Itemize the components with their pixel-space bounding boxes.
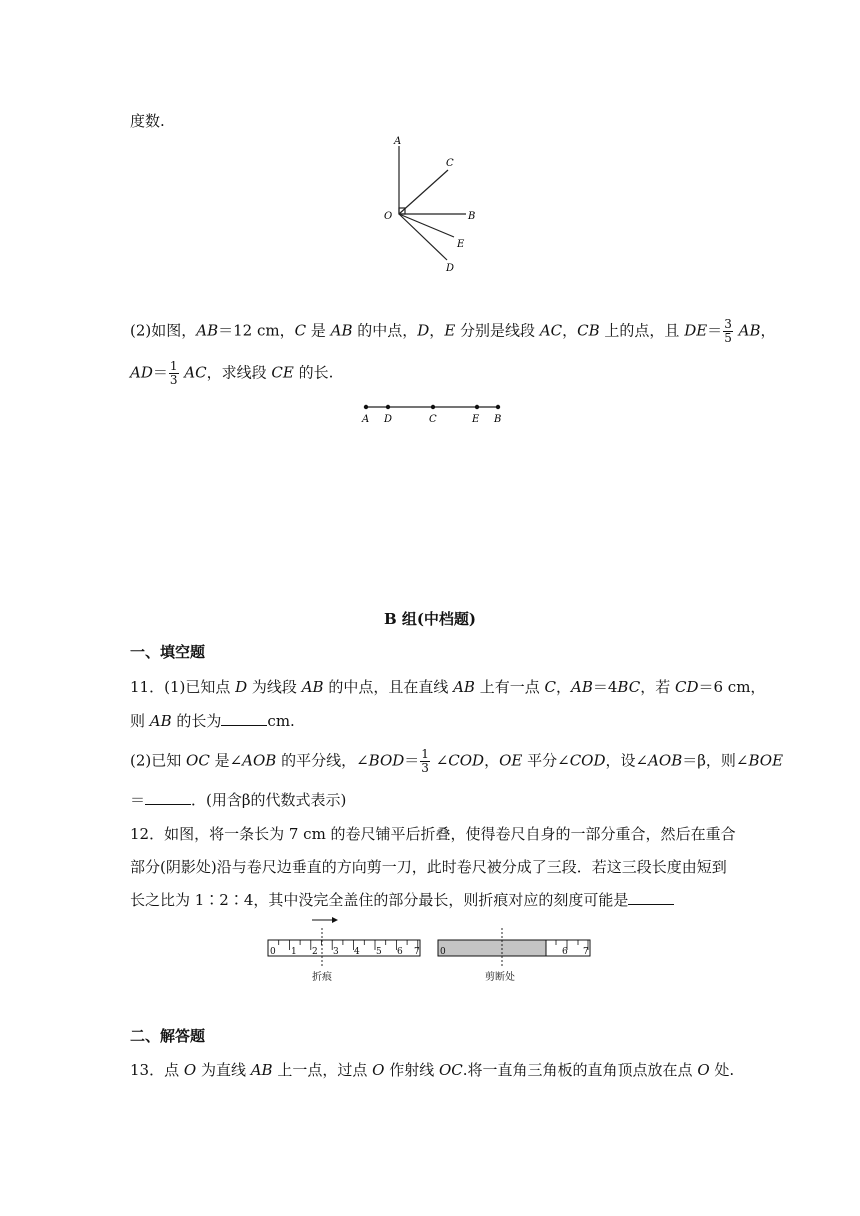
fill-in-section-title: 一、填空题 — [130, 643, 206, 661]
label-A: A — [362, 414, 370, 425]
label-E: E — [472, 414, 480, 425]
svg-text:1: 1 — [291, 947, 297, 957]
ruler-figure — [262, 910, 602, 985]
svg-text:5: 5 — [376, 947, 382, 957]
svg-text:3: 3 — [333, 947, 339, 957]
q11-part2-line1: (2)已知 OC 是∠AOB 的平分线，∠BOD＝ $\frac{1}{3}$ ∠COD，OE 平分∠COD，设∠AOB＝β，则∠BOE — [130, 747, 784, 775]
q12-line1: 12．如图，将一条长为 7 cm 的卷尺铺平后折叠，使得卷尺自身的一部分重合，然后在重合 — [130, 825, 736, 843]
q11-part1-line2: 则 AB 的长为 cm. — [130, 712, 295, 730]
label-D: D — [384, 414, 393, 425]
svg-text:0: 0 — [440, 947, 446, 957]
label-B: B — [468, 211, 476, 222]
label-A: A — [394, 136, 402, 147]
left-ruler — [268, 928, 420, 968]
svg-text:4: 4 — [354, 947, 360, 957]
answer-blank[interactable] — [221, 711, 267, 726]
answer-blank[interactable] — [145, 790, 191, 805]
svg-text:6: 6 — [397, 947, 403, 957]
continuation-text: 度数. — [130, 112, 165, 130]
section-b-title: B 组(中档题) — [383, 610, 477, 628]
q10-part2-line2: AD＝ $\frac{1}{3}$ AC，求线段 CE 的长. — [130, 359, 334, 387]
angle-figure — [370, 132, 490, 282]
svg-text:0: 0 — [270, 947, 276, 957]
q13-line1: 13．点 O 为直线 AB 上一点，过点 O 作射线 OC.将一直角三角板的直角顶点放在点 O 处. — [130, 1061, 735, 1079]
fraction-3-5: $\frac{3}{5}$ — [724, 317, 732, 345]
q12-line3: 长之比为 1∶2∶4，其中没完全盖住的部分最长，则折痕对应的刻度可能是 — [130, 889, 674, 910]
svg-text:7: 7 — [583, 947, 589, 957]
fraction-1-3: $\frac{1}{3}$ — [421, 747, 429, 775]
svg-text:2: 2 — [312, 947, 318, 957]
label-D: D — [446, 263, 455, 274]
q11-part1-line1: 11．(1)已知点 D 为线段 AB 的中点，且在直线 AB 上有一点 C，AB＝4BC，若 CD＝6 cm， — [130, 678, 766, 696]
q12-line2: 部分(阴影处)沿与卷尺边垂直的方向剪一刀，此时卷尺被分成了三段．若这三段长度由短到 — [130, 858, 727, 876]
right-ruler — [438, 928, 590, 968]
label-C: C — [446, 158, 454, 169]
svg-text:7: 7 — [414, 947, 420, 957]
label-E: E — [457, 239, 465, 250]
label-O: O — [384, 211, 393, 222]
segment-figure — [355, 398, 515, 428]
fold-label: 折痕 — [312, 972, 332, 983]
label-B: B — [494, 414, 502, 425]
svg-text:6: 6 — [562, 947, 568, 957]
label-C: C — [429, 414, 437, 425]
q11-part2-line2: ＝ ．(用含β的代数式表示) — [130, 791, 347, 809]
q10-part2-line1: (2)如图，AB＝12 cm，C 是 AB 的中点，D，E 分别是线段 AC，CB 上的点，且 DE＝ $\frac{3}{5}$ AB， — [130, 317, 776, 345]
solve-section-title: 二、解答题 — [130, 1027, 206, 1045]
fraction-1-3: $\frac{1}{3}$ — [169, 359, 178, 387]
cut-label: 剪断处 — [485, 972, 515, 983]
answer-blank[interactable] — [628, 890, 674, 905]
